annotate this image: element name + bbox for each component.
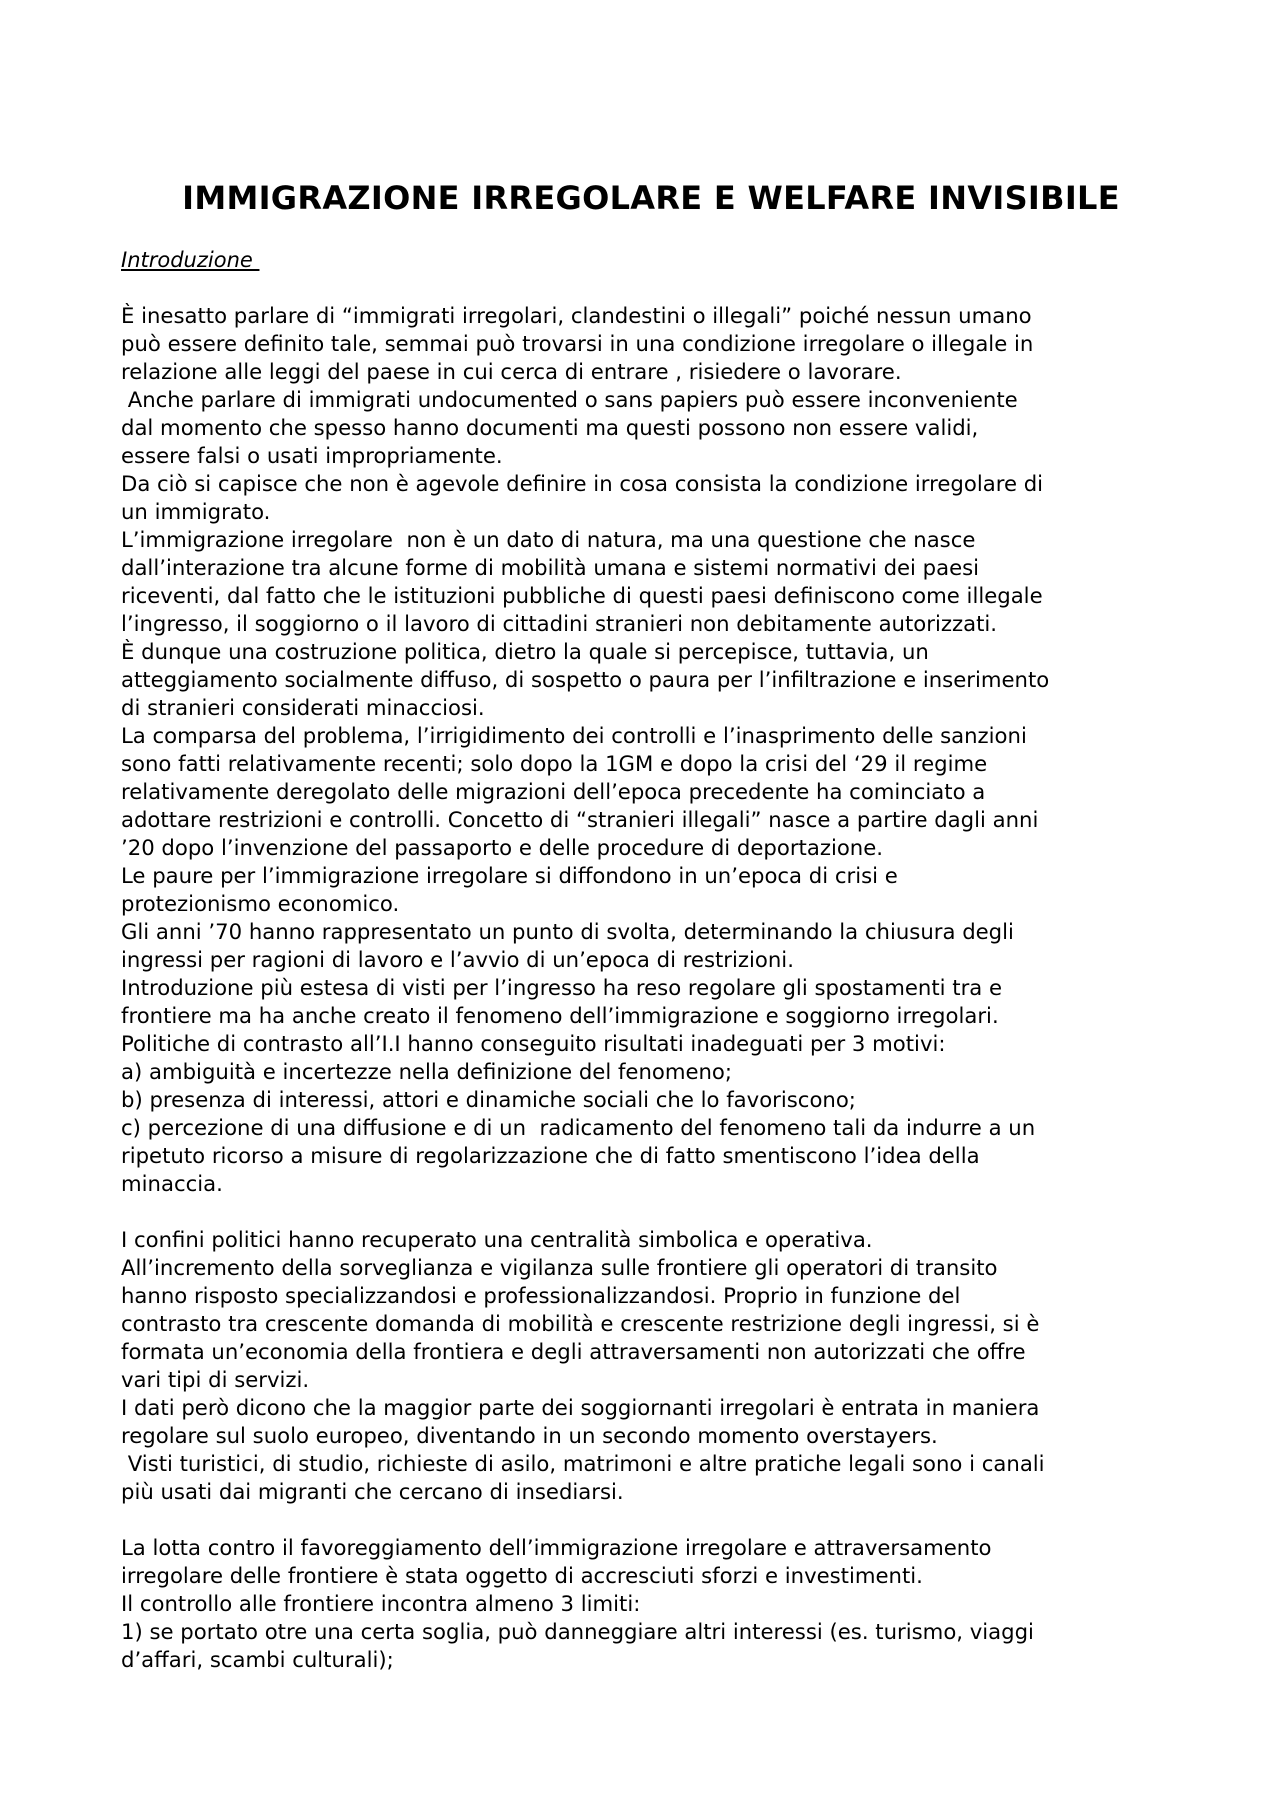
text-line: I dati però dicono che la maggior parte dei soggiornanti irregolari è entrata in maniera	[121, 1395, 1040, 1420]
text-line: frontiere ma ha anche creato il fenomeno dell’immigrazione e soggiorno irregolari.	[121, 1003, 999, 1028]
text-line: d’affari, scambi culturali);	[121, 1647, 394, 1672]
text-line: atteggiamento socialmente diffuso, di sospetto o paura per l’infiltrazione e inserimento	[121, 667, 1050, 692]
text-line: minaccia.	[121, 1171, 223, 1196]
text-line: dal momento che spesso hanno documenti ma questi possono non essere validi,	[121, 415, 979, 440]
text-line: ingressi per ragioni di lavoro e l’avvio di un’epoca di restrizioni.	[121, 947, 794, 972]
text-line: È dunque una costruzione politica, dietro la quale si percepisce, tuttavia, un	[121, 639, 929, 664]
text-line: contrasto tra crescente domanda di mobilità e crescente restrizione degli ingressi, si è	[121, 1311, 1040, 1336]
text-line: dall’interazione tra alcune forme di mobilità umana e sistemi normativi dei paesi	[121, 555, 980, 580]
text-line: È inesatto parlare di “immigrati irregolari, clandestini o illegali” poiché nessun umano	[121, 303, 1032, 328]
document-body	[121, 302, 1181, 1674]
text-line: hanno risposto specializzandosi e professionalizzandosi. Proprio in funzione del	[121, 1283, 961, 1308]
text-line: può essere definito tale, semmai può trovarsi in una condizione irregolare o illegale in	[121, 331, 1034, 356]
text-line: adottare restrizioni e controlli. Concetto di “stranieri illegali” nasce a partire dagli anni	[121, 807, 1039, 832]
text-line: di stranieri considerati minacciosi.	[121, 695, 485, 720]
document-title: IMMIGRAZIONE IRREGOLARE E WELFARE INVISIBILE	[182, 179, 1120, 217]
text-line: riceventi, dal fatto che le istituzioni pubbliche di questi paesi definiscono come illegale	[121, 583, 1043, 608]
text-line: Le paure per l’immigrazione irregolare si diffondono in un’epoca di crisi e	[121, 863, 898, 888]
text-line: I confini politici hanno recuperato una centralità simbolica e operativa.	[121, 1227, 873, 1252]
text-line: relazione alle leggi del paese in cui cerca di entrare , risiedere o lavorare.	[121, 359, 902, 384]
paragraph-spacer	[121, 1198, 1181, 1226]
text-line: formata un’economia della frontiera e degli attraversamenti non autorizzati che offre	[121, 1339, 1026, 1364]
text-line: c) percezione di una diffusione e di un radicamento del fenomeno tali da indurre a un	[121, 1115, 1036, 1140]
text-line: Gli anni ’70 hanno rappresentato un punto di svolta, determinando la chiusura degli	[121, 919, 1014, 944]
section-heading-introduzione: Introduzione	[121, 248, 260, 272]
text-line: Visti turistici, di studio, richieste di asilo, matrimoni e altre pratiche legali sono i canali	[121, 1451, 1045, 1476]
text-line: Introduzione più estesa di visti per l’ingresso ha reso regolare gli spostamenti tra e	[121, 975, 1003, 1000]
text-line: un immigrato.	[121, 499, 271, 524]
text-line: relativamente deregolato delle migrazioni dell’epoca precedente ha cominciato a	[121, 779, 986, 804]
text-line: Il controllo alle frontiere incontra almeno 3 limiti:	[121, 1591, 641, 1616]
text-line: ’20 dopo l’invenzione del passaporto e delle procedure di deportazione.	[121, 835, 883, 860]
text-line: Da ciò si capisce che non è agevole definire in cosa consista la condizione irregolare di	[121, 471, 1044, 496]
text-line: ripetuto ricorso a misure di regolarizzazione che di fatto smentiscono l’idea della	[121, 1143, 980, 1168]
text-line: protezionismo economico.	[121, 891, 400, 916]
text-line: irregolare delle frontiere è stata oggetto di accresciuti sforzi e investimenti.	[121, 1563, 923, 1588]
text-line: più usati dai migranti che cercano di insediarsi.	[121, 1479, 624, 1504]
text-line: La lotta contro il favoreggiamento dell’immigrazione irregolare e attraversamento	[121, 1535, 992, 1560]
text-line: Politiche di contrasto all’I.I hanno conseguito risultati inadeguati per 3 motivi:	[121, 1031, 946, 1056]
text-line: a) ambiguità e incertezze nella definizione del fenomeno;	[121, 1059, 733, 1084]
paragraph-spacer	[121, 1506, 1181, 1534]
text-line: vari tipi di servizi.	[121, 1367, 310, 1392]
text-line: l’ingresso, il soggiorno o il lavoro di cittadini stranieri non debitamente autorizzati.	[121, 611, 998, 636]
text-line: All’incremento della sorveglianza e vigilanza sulle frontiere gli operatori di transito	[121, 1255, 998, 1280]
document-page	[121, 178, 1181, 1674]
text-line: sono fatti relativamente recenti; solo dopo la 1GM e dopo la crisi del ‘29 il regime	[121, 751, 988, 776]
text-line: La comparsa del problema, l’irrigidimento dei controlli e l’inasprimento delle sanzioni	[121, 723, 1027, 748]
text-line: regolare sul suolo europeo, diventando in un secondo momento overstayers.	[121, 1423, 938, 1448]
text-line: essere falsi o usati impropriamente.	[121, 443, 503, 468]
text-line: Anche parlare di immigrati undocumented o sans papiers può essere inconveniente	[121, 387, 1018, 412]
text-line: L’immigrazione irregolare non è un dato di natura, ma una questione che nasce	[121, 527, 976, 552]
text-line: b) presenza di interessi, attori e dinamiche sociali che lo favoriscono;	[121, 1087, 856, 1112]
text-line: 1) se portato otre una certa soglia, può danneggiare altri interessi (es. turismo, viaggi	[121, 1619, 1034, 1644]
